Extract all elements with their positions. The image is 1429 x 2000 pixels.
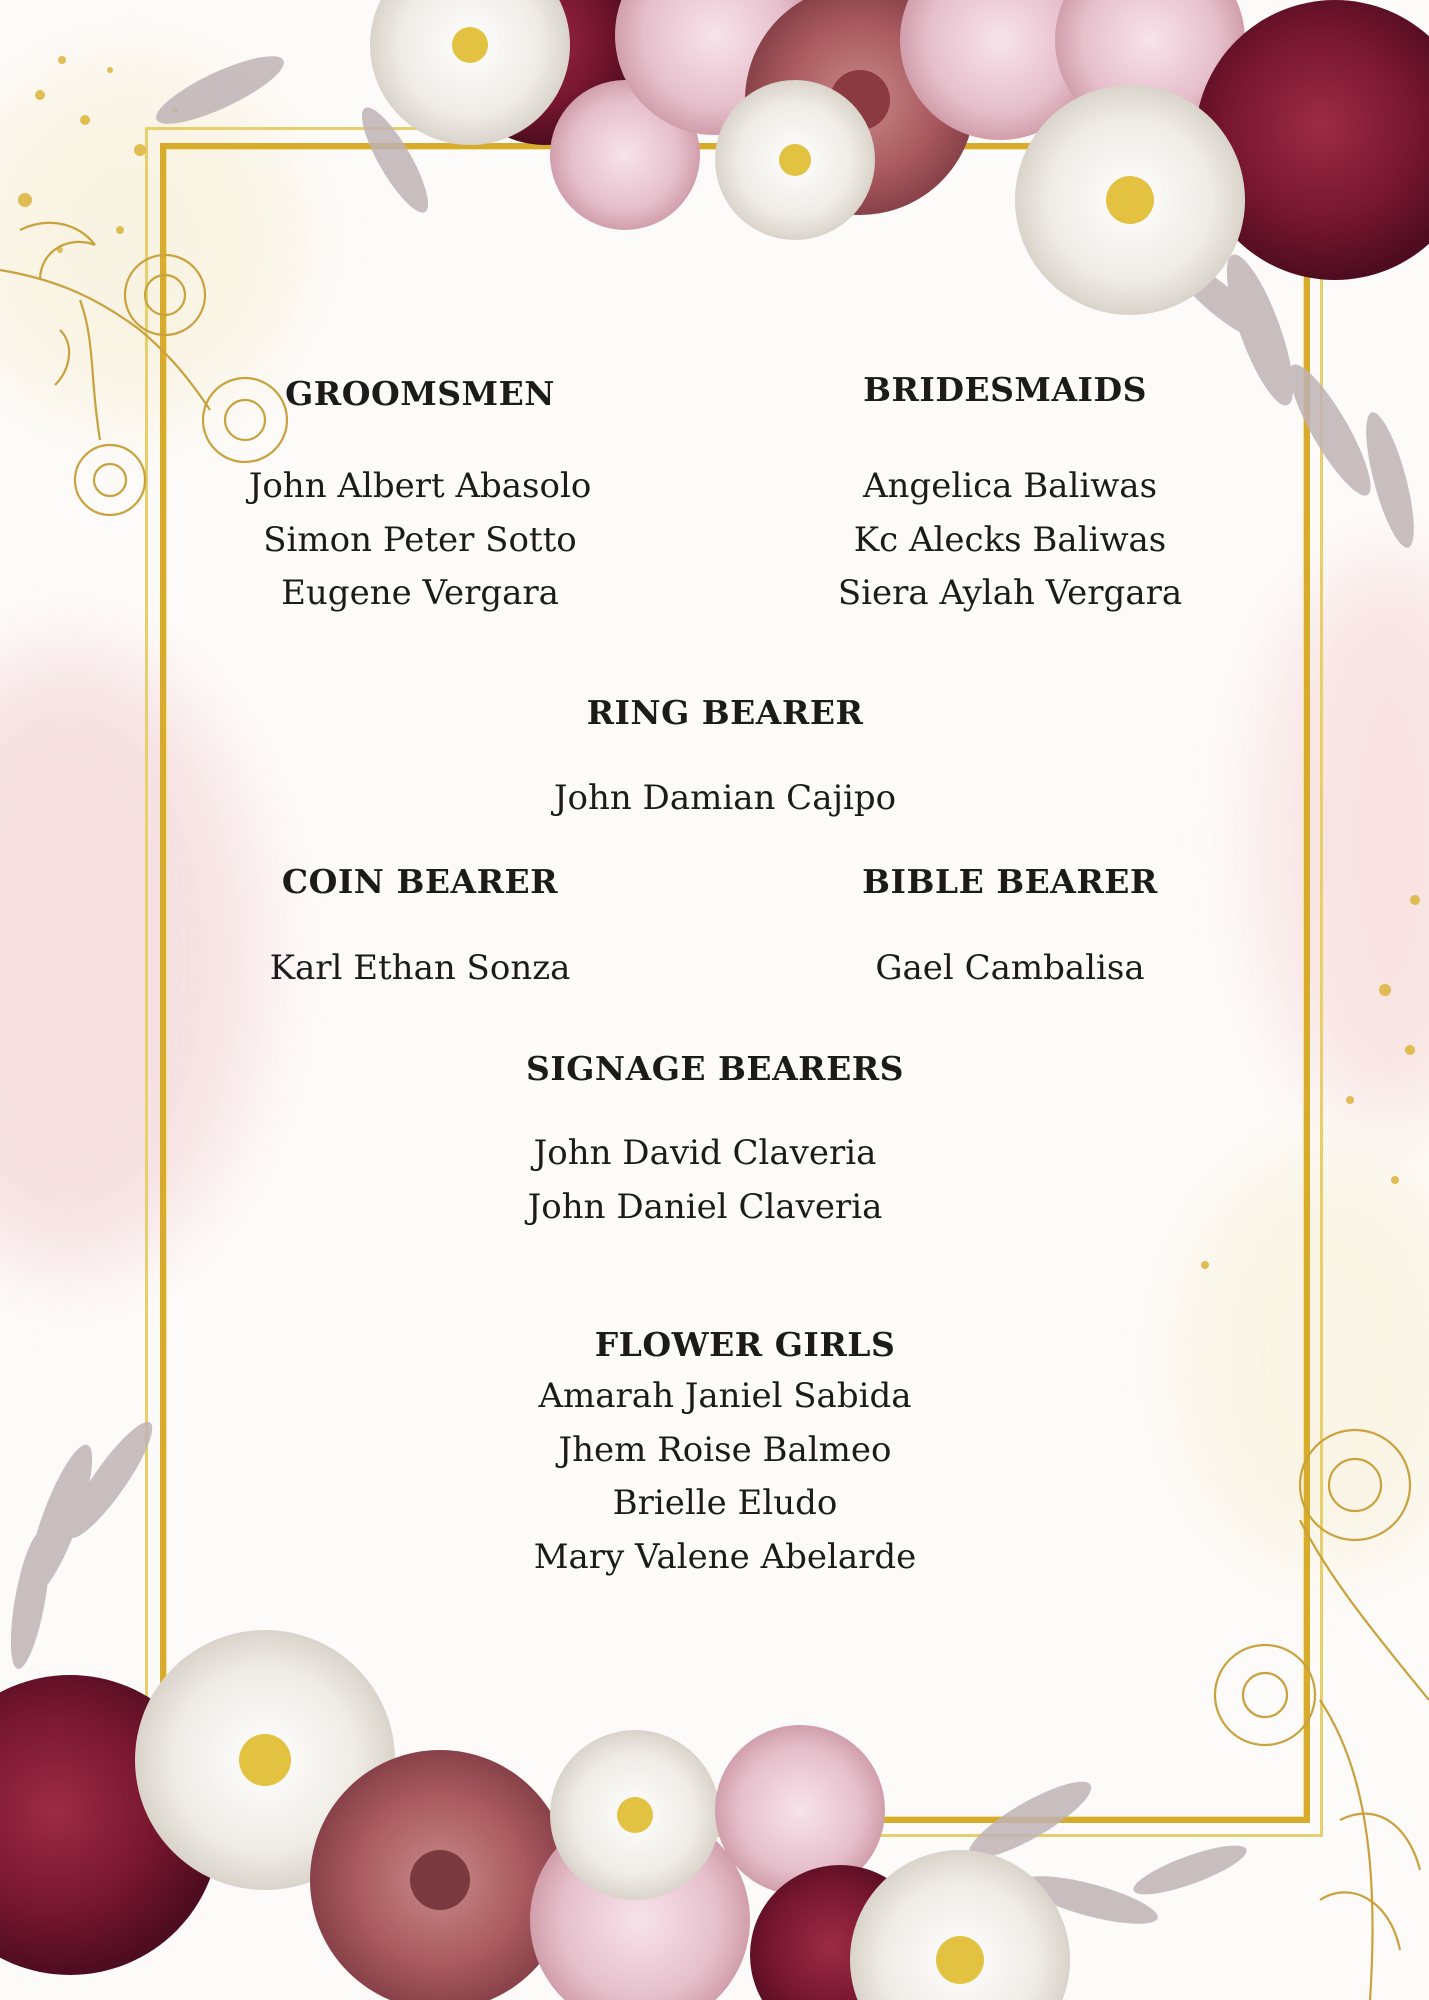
ring-bearer-list xyxy=(500,772,950,826)
groomsmen-list xyxy=(220,460,620,621)
coin-bearer-list xyxy=(220,942,620,996)
list-item: John David Claveria xyxy=(533,1133,877,1173)
bible-bearer-heading: BIBLE BEARER xyxy=(862,862,1158,901)
list-item: John Albert Abasolo xyxy=(248,466,592,506)
list-item: Kc Alecks Baliwas xyxy=(853,519,1167,560)
signage-bearers-heading: SIGNAGE BEARERS xyxy=(525,1049,905,1088)
groomsmen-heading: GROOMSMEN xyxy=(285,374,555,413)
list-item: Simon Peter Sotto xyxy=(263,519,577,560)
list-item: Angelica Baliwas xyxy=(862,466,1158,506)
list-item: Brielle Eludo xyxy=(612,1483,838,1523)
list-item: John Daniel Claveria xyxy=(527,1186,883,1227)
signage-bearers-list xyxy=(480,1127,930,1234)
list-item: Siera Aylah Vergara xyxy=(837,573,1183,613)
bridesmaids-list xyxy=(800,460,1220,621)
bridesmaids-heading: BRIDESMAIDS xyxy=(863,370,1147,409)
list-item: Eugene Vergara xyxy=(281,573,559,613)
coin-bearer-heading: COIN BEARER xyxy=(281,862,559,901)
list-item: John Damian Cajipo xyxy=(553,778,897,818)
flower-girls-list xyxy=(500,1370,950,1584)
list-item: Mary Valene Abelarde xyxy=(533,1536,917,1577)
ring-bearer-heading: RING BEARER xyxy=(586,693,864,732)
flower-girls-heading: FLOWER GIRLS xyxy=(594,1325,896,1364)
list-item: Gael Cambalisa xyxy=(875,948,1145,988)
bible-bearer-list xyxy=(810,942,1210,996)
list-item: Karl Ethan Sonza xyxy=(269,948,571,988)
list-item: Jhem Roise Balmeo xyxy=(558,1429,892,1470)
list-item: Amarah Janiel Sabida xyxy=(538,1376,912,1416)
